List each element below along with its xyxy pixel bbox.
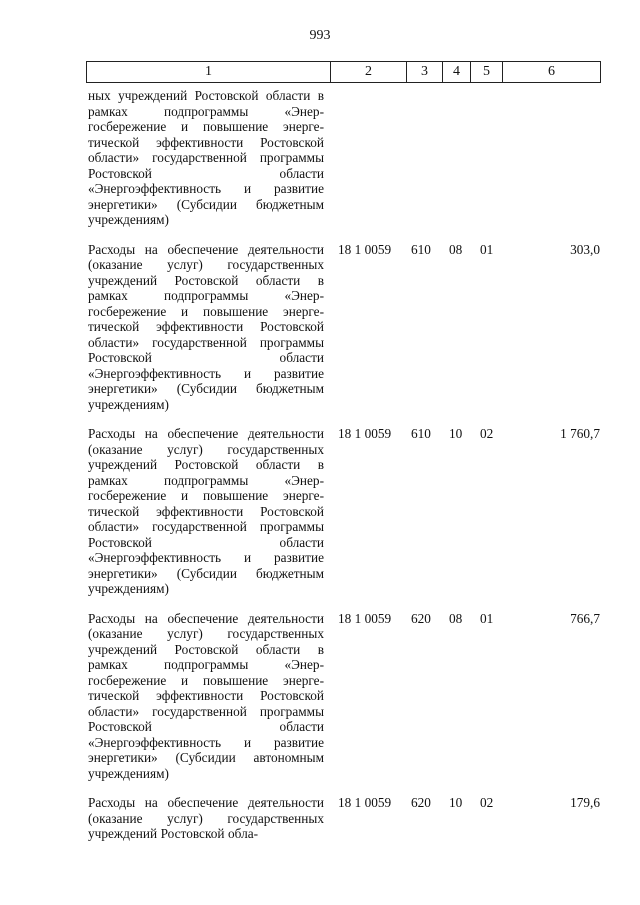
row-amount: 179,6 xyxy=(570,795,600,810)
row-amount: 766,7 xyxy=(570,610,600,626)
row-description: ных учреждений Ростовской области в рамках подпрограммы «Энергосбережение и повышение энергетической эффективности Ростовской области» государственной программы Ростовской области «Энергоэффективность и развитие энергетики» (Субсидии бюджетным учреждениям) xyxy=(88,88,324,227)
table-header xyxy=(86,61,601,83)
row-expense-type: 620 xyxy=(411,610,431,626)
header-col-2: 2 xyxy=(331,62,407,83)
table-row xyxy=(88,611,600,782)
row-subsection: 02 xyxy=(480,795,494,810)
row-amount: 303,0 xyxy=(570,241,600,257)
header-col-3: 3 xyxy=(407,62,443,83)
table-row xyxy=(88,426,600,597)
table-row xyxy=(88,88,600,228)
row-section: 10 xyxy=(449,426,463,441)
row-expense-type: 610 xyxy=(411,241,431,257)
row-target-code: 18 1 0059 xyxy=(338,241,392,257)
header-col-5: 5 xyxy=(471,62,503,83)
header-col-6: 6 xyxy=(503,62,601,83)
row-description: Расходы на обеспечение деятельности (оказание услуг) государственных учреждений Ростовской области в рамках подпрограммы «Энергосбережение и повышение энергетической эффективности Ростовской области» государственной программы Ростовской области «Энергоэффективность и развитие энергетики» (Субсидии бюджетным учреждениям) xyxy=(88,426,324,596)
row-description: Расходы на обеспечение деятельности (оказание услуг) государственных учреждений Ростовской обла- xyxy=(88,795,324,841)
row-target-code: 18 1 0059 xyxy=(338,795,392,810)
page-number: 993 xyxy=(309,28,331,43)
row-description: Расходы на обеспечение деятельности (оказание услуг) государственных учреждений Ростовской области в рамках подпрограммы «Энергосбережение и повышение энергетической эффективности Ростовской области» государственной программы Ростовской области «Энергоэффективность и развитие энергетики» (Субсидии автономным учреждениям) xyxy=(88,610,324,781)
row-target-code: 18 1 0059 xyxy=(338,426,392,441)
table-row xyxy=(88,795,600,842)
row-subsection: 02 xyxy=(480,426,494,441)
header-col-4: 4 xyxy=(443,62,471,83)
row-section: 08 xyxy=(449,610,463,626)
row-subsection: 01 xyxy=(480,610,494,626)
row-amount: 1 760,7 xyxy=(560,426,600,441)
table-body xyxy=(88,88,600,842)
row-section: 08 xyxy=(449,241,463,257)
row-section: 10 xyxy=(449,795,463,810)
row-description: Расходы на обеспечение деятельности (оказание услуг) государственных учреждений Ростовской области в рамках подпрограммы «Энергосбережение и повышение энергетической эффективности Ростовской области» государственной программы Ростовской области «Энергоэффективность и развитие энергетики» (Субсидии бюджетным учреждениям) xyxy=(88,241,324,412)
header-col-1: 1 xyxy=(87,62,331,83)
row-subsection: 01 xyxy=(480,241,494,257)
row-expense-type: 610 xyxy=(411,426,431,441)
row-expense-type: 620 xyxy=(411,795,431,810)
table-row xyxy=(88,242,600,413)
row-target-code: 18 1 0059 xyxy=(338,610,392,626)
